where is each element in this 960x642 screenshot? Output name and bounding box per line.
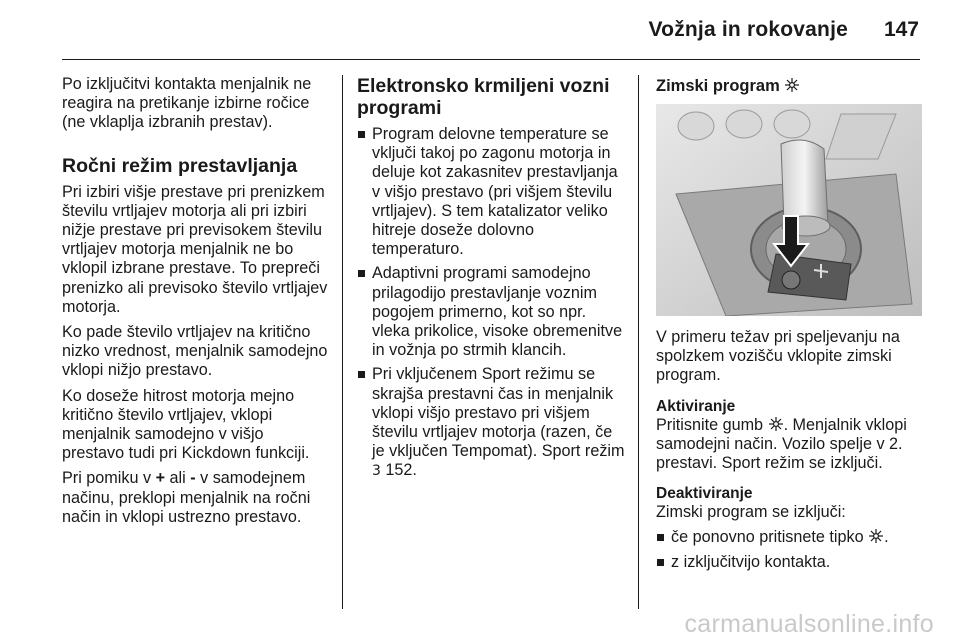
deactivation-text: Zimski program se izključi: bbox=[656, 503, 846, 522]
bullet-icon bbox=[358, 131, 365, 138]
list-item bbox=[357, 365, 627, 481]
page-reference-number[interactable]: 152. bbox=[380, 461, 417, 480]
electronic-programs-heading: Elektronsko krmiljeni vozni programi bbox=[357, 75, 610, 119]
page-title: Vožnja in rokovanje bbox=[648, 18, 848, 41]
page-reference-arrow-icon: 3 bbox=[372, 463, 381, 480]
list-item bbox=[656, 553, 926, 572]
activation-text-b: . Menjalnik vklopi samodejni način. Vozilo spelje v 2. prestavi. Sport režim se izključi. bbox=[656, 415, 907, 473]
manual-mode-heading: Ročni režim prestavljanja bbox=[62, 154, 298, 177]
list-item bbox=[656, 528, 926, 547]
activation-text bbox=[656, 416, 926, 474]
deactivation-list bbox=[656, 528, 926, 571]
winter-program-heading-text: Zimski program bbox=[656, 77, 780, 95]
bullet-icon bbox=[657, 559, 664, 566]
column-divider-1 bbox=[342, 75, 343, 609]
list-item bbox=[357, 125, 627, 259]
column-divider-2 bbox=[638, 75, 639, 609]
bullet-icon bbox=[657, 534, 664, 541]
p4-text-b: ali bbox=[165, 469, 191, 488]
column-2 bbox=[357, 75, 627, 487]
programs-list bbox=[357, 125, 627, 482]
bullet-icon bbox=[358, 371, 365, 378]
watermark: carmanualsonline.info bbox=[684, 610, 934, 638]
manual-mode-paragraph-4 bbox=[62, 469, 330, 527]
minus-symbol: - bbox=[190, 469, 196, 488]
program-sport-text: Pri vključenem Sport režimu se skrajša prestavni čas in menjalnik vklopi višjo prestavo pri višjem številu vrtljajev motorja (razen, če je vključen Tempomat). Sport režim bbox=[372, 365, 625, 461]
deactivation-item-1b: . bbox=[884, 528, 889, 547]
list-item bbox=[357, 264, 627, 360]
program-adaptive-text: Adaptivni programi samodejno prilagodijo prestavljanje voznim pogojem primerno, kot so npr. vleka prikolice, visoke obremenitve in vožnja po strmih klancih. bbox=[372, 264, 623, 360]
program-temperature-text: Program delovne temperature se vključi takoj po zagonu motorja in deluje kot zakasnitev prestavljanja v višjo prestavo (pri višjem številu vrtljajev). S tem katalizator veliko hitreje doseže dolovno temperaturo. bbox=[372, 125, 618, 259]
deactivation-item-2: z izključitvijo kontakta. bbox=[671, 552, 831, 571]
deactivation-heading: Deaktiviranje bbox=[656, 485, 753, 503]
snowflake-icon bbox=[768, 416, 784, 432]
column-3 bbox=[656, 75, 926, 577]
activation-heading: Aktiviranje bbox=[656, 397, 736, 415]
bullet-icon bbox=[358, 270, 365, 277]
page-header bbox=[0, 0, 960, 58]
deactivation-item-1a: če ponovno pritisnete tipko bbox=[671, 528, 869, 547]
intro-paragraph: Po izključitvi kontakta menjalnik ne reagira na pretikanje izbirne ročice (ne vklaplja izbranih prestav). bbox=[62, 75, 312, 132]
p4-text-c: v samodejnem načinu, preklopi menjalnik na ročni način in vklopi ustrezno prestavo. bbox=[62, 469, 311, 526]
p4-text-a: Pri pomiku v bbox=[62, 469, 156, 488]
gear-selector-illustration bbox=[656, 104, 922, 316]
snowflake-icon bbox=[784, 77, 800, 93]
page-number: 147 bbox=[883, 18, 919, 41]
column-1 bbox=[62, 75, 330, 533]
header-rule bbox=[62, 59, 920, 60]
snowflake-icon bbox=[868, 528, 884, 544]
activation-text-a: Pritisnite gumb bbox=[656, 415, 768, 434]
manual-mode-paragraph-3: Ko doseže hitrost motorja mejno kritično število vrtljajev, vklopi menjalnik samodejno v višjo prestavo tudi pri Kickdown funkciji. bbox=[62, 386, 310, 463]
manual-mode-paragraph-2: Ko pade število vrtljajev na kritično nizko vrednost, menjalnik samodejno vklopi nižjo prestavo. bbox=[62, 323, 328, 380]
plus-symbol: + bbox=[155, 469, 166, 488]
manual-mode-paragraph-1: Pri izbiri višje prestave pri prenizkem številu vrtljajev motorja ali pri izbiri nižje prestave pri previsokem številu vrtljajev motorja menjalnik ne bo vklopil izbrane prestave. To prepreči prenizko ali previsoko število vrtljajev motorja. bbox=[62, 182, 328, 316]
winter-caption: V primeru težav pri speljevanju na spolzkem vozišču vklopite zimski program. bbox=[656, 328, 900, 385]
winter-program-heading bbox=[656, 77, 926, 96]
